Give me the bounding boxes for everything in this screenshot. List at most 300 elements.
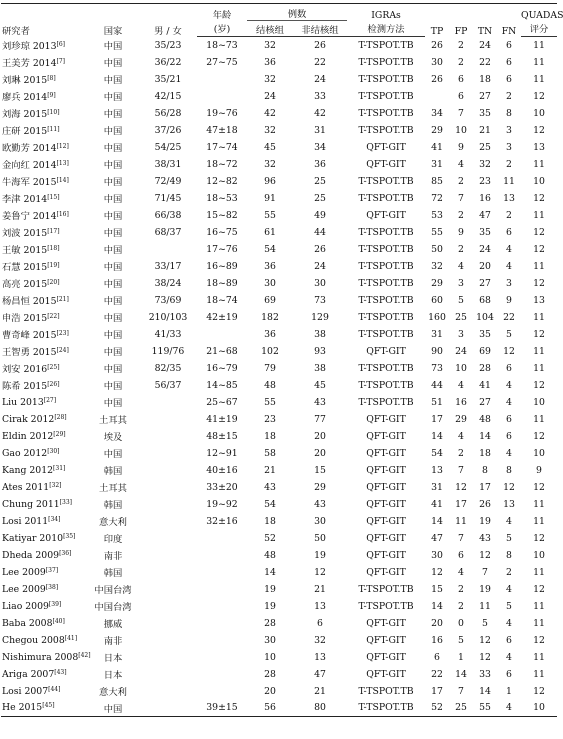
cell-country: 韩国 bbox=[103, 568, 123, 579]
cell-country: 印度 bbox=[103, 534, 123, 545]
study-name: Liu 2013 bbox=[2, 396, 44, 408]
cell-method: T-TSPOT.TB bbox=[358, 175, 414, 187]
study-name: Liao 2009 bbox=[2, 600, 49, 612]
cell-sex bbox=[139, 700, 197, 717]
cell-fn: 9 bbox=[506, 294, 512, 306]
cell-non-tb-count: 43 bbox=[314, 396, 326, 408]
cell-study bbox=[1, 411, 87, 428]
table-row bbox=[1, 156, 557, 173]
cell-fn: 3 bbox=[506, 124, 512, 136]
cell-tb-count: 61 bbox=[264, 226, 276, 238]
study-name: Dheda 2009 bbox=[2, 549, 60, 561]
reference-number: [28] bbox=[54, 413, 67, 421]
cell-tb-count: 54 bbox=[264, 498, 276, 510]
cell-age bbox=[197, 598, 247, 615]
cell-tn: 104 bbox=[476, 311, 494, 323]
cell-sex: 33/17 bbox=[154, 260, 182, 272]
reference-number: [42] bbox=[78, 651, 91, 659]
cell-quadas: 11 bbox=[533, 668, 545, 680]
cell-age bbox=[197, 615, 247, 632]
table-row bbox=[1, 309, 557, 326]
cell-age: 12~82 bbox=[206, 175, 238, 187]
cell-age: 18~89 bbox=[206, 277, 238, 289]
cell-tn: 43 bbox=[479, 532, 491, 544]
cell-country: 中国 bbox=[103, 381, 123, 392]
study-name: Losi 2011 bbox=[2, 515, 49, 527]
cell-fn: 6 bbox=[506, 39, 512, 51]
header-tb-group: 结核组 bbox=[247, 21, 293, 37]
study-name: 李津 2014 bbox=[2, 194, 48, 205]
cell-sex bbox=[139, 462, 197, 479]
cell-study bbox=[1, 513, 87, 530]
cell-quadas: 11 bbox=[533, 515, 545, 527]
reference-number: [40] bbox=[52, 617, 65, 625]
cell-study bbox=[1, 666, 87, 683]
cell-fp: 11 bbox=[455, 515, 467, 527]
cell-non-tb-count: 6 bbox=[317, 617, 323, 629]
cell-non-tb-count: 24 bbox=[314, 260, 326, 272]
cell-fn: 6 bbox=[506, 362, 512, 374]
cell-method: T-TSPOT.TB bbox=[358, 583, 414, 595]
reference-number: [44] bbox=[48, 685, 61, 693]
cell-fn: 8 bbox=[506, 549, 512, 561]
cell-quadas: 11 bbox=[533, 209, 545, 221]
study-name: 申浩 2015 bbox=[2, 313, 48, 324]
cell-age: 40±16 bbox=[206, 464, 238, 476]
cell-country: 南非 bbox=[103, 636, 123, 647]
table-row bbox=[1, 700, 557, 717]
cell-non-tb-count: 24 bbox=[314, 73, 326, 85]
cell-age: 21~68 bbox=[206, 345, 238, 357]
reference-number: [13] bbox=[56, 160, 69, 167]
cell-tb-count: 102 bbox=[261, 345, 279, 357]
study-name: 王美芳 2014 bbox=[2, 58, 57, 69]
cell-quadas: 11 bbox=[533, 651, 545, 663]
cell-non-tb-count: 77 bbox=[314, 413, 326, 425]
table-row bbox=[1, 258, 557, 275]
cell-method: QFT-GIT bbox=[366, 447, 406, 459]
cell-non-tb-count: 80 bbox=[314, 702, 326, 714]
cell-age: 14~85 bbox=[206, 379, 238, 391]
cell-tn: 5 bbox=[482, 617, 488, 629]
cell-tn: 41 bbox=[479, 379, 491, 391]
cell-tp: 26 bbox=[431, 39, 443, 51]
cell-country: 中国 bbox=[103, 211, 123, 222]
cell-tp: 6 bbox=[434, 651, 440, 663]
cell-tp: 54 bbox=[431, 447, 443, 459]
cell-age bbox=[197, 666, 247, 683]
cell-quadas: 12 bbox=[533, 532, 545, 544]
cell-fn: 3 bbox=[506, 141, 512, 153]
cell-non-tb-count: 49 bbox=[314, 209, 326, 221]
cell-tp: 85 bbox=[431, 175, 443, 187]
cell-age: 18~72 bbox=[206, 158, 238, 170]
study-name: 廖兵 2014 bbox=[2, 92, 48, 103]
cell-tb-count: 10 bbox=[264, 651, 276, 663]
cell-fp: 12 bbox=[455, 481, 467, 493]
cell-country: 韩国 bbox=[103, 466, 123, 477]
cell-fp: 7 bbox=[458, 685, 464, 697]
cell-country: 中国 bbox=[103, 347, 123, 358]
cell-fp: 4 bbox=[458, 379, 464, 391]
study-name: 刘琳 2015 bbox=[2, 75, 48, 86]
reference-number: [34] bbox=[48, 515, 61, 523]
cell-fp: 4 bbox=[458, 566, 464, 578]
cell-sex bbox=[139, 632, 197, 649]
reference-number: [27] bbox=[43, 396, 57, 404]
cell-tn: 7 bbox=[482, 566, 488, 578]
cell-study bbox=[1, 377, 87, 394]
reference-number: [36] bbox=[59, 549, 72, 557]
cell-fn: 2 bbox=[506, 566, 512, 578]
cell-sex bbox=[139, 615, 197, 632]
cell-age: 12~91 bbox=[206, 447, 238, 459]
cell-quadas: 12 bbox=[533, 277, 545, 289]
cell-tb-count: 45 bbox=[264, 141, 276, 153]
study-name: 石慧 2015 bbox=[2, 262, 48, 273]
cell-sex bbox=[139, 428, 197, 445]
table-row bbox=[1, 343, 557, 360]
study-name: Ariga 2007 bbox=[2, 668, 55, 680]
table-row bbox=[1, 190, 557, 207]
cell-tb-count: 91 bbox=[264, 192, 276, 204]
table-row bbox=[1, 275, 557, 292]
cell-fn: 4 bbox=[506, 515, 512, 527]
cell-country: 中国 bbox=[103, 143, 123, 154]
reference-number: [14] bbox=[56, 177, 69, 184]
cell-study bbox=[1, 479, 87, 496]
cell-tn: 17 bbox=[479, 481, 491, 493]
header-non-tb-group: 非结核组 bbox=[293, 21, 347, 37]
cell-method: T-TSPOT.TB bbox=[358, 685, 414, 697]
cell-study bbox=[1, 445, 87, 462]
cell-study bbox=[1, 581, 87, 598]
cell-quadas: 12 bbox=[533, 328, 545, 340]
cell-age: 16~89 bbox=[206, 260, 238, 272]
cell-quadas: 13 bbox=[533, 141, 545, 153]
cell-quadas: 11 bbox=[533, 413, 545, 425]
cell-tp: 17 bbox=[431, 685, 443, 697]
cell-non-tb-count: 29 bbox=[314, 481, 326, 493]
reference-number: [10] bbox=[47, 109, 60, 116]
cell-tb-count: 36 bbox=[264, 328, 276, 340]
table-row bbox=[1, 207, 557, 224]
cell-method: T-TSPOT.TB bbox=[358, 277, 414, 289]
cell-method: QFT-GIT bbox=[366, 158, 406, 170]
cell-country: 中国 bbox=[103, 364, 123, 375]
reference-number: [35] bbox=[63, 532, 76, 540]
cell-fn: 4 bbox=[506, 583, 512, 595]
cell-non-tb-count: 32 bbox=[314, 634, 326, 646]
cell-study bbox=[1, 139, 87, 156]
study-name: 牛海军 2015 bbox=[2, 177, 57, 188]
study-name: 杨昌恒 2015 bbox=[2, 296, 57, 307]
cell-quadas: 11 bbox=[533, 600, 545, 612]
cell-study bbox=[1, 207, 87, 224]
cell-tn: 27 bbox=[479, 90, 491, 102]
cell-quadas: 11 bbox=[533, 617, 545, 629]
cell-method: QFT-GIT bbox=[366, 413, 406, 425]
reference-number: [8] bbox=[47, 75, 56, 82]
cell-fp: 2 bbox=[458, 583, 464, 595]
cell-quadas: 11 bbox=[533, 498, 545, 510]
cell-non-tb-count: 129 bbox=[311, 311, 329, 323]
table-row bbox=[1, 394, 557, 411]
cell-fn: 6 bbox=[506, 226, 512, 238]
cell-method: T-TSPOT.TB bbox=[358, 226, 414, 238]
cell-age: 19~76 bbox=[206, 107, 238, 119]
cell-method: QFT-GIT bbox=[366, 345, 406, 357]
cell-tp: 34 bbox=[431, 107, 443, 119]
cell-age bbox=[197, 71, 247, 88]
cell-quadas: 11 bbox=[533, 158, 545, 170]
cell-method: T-TSPOT.TB bbox=[358, 362, 414, 374]
cell-method: QFT-GIT bbox=[366, 464, 406, 476]
cell-tp: 30 bbox=[431, 549, 443, 561]
study-name: 刘安 2016 bbox=[2, 364, 48, 375]
cell-method: T-TSPOT.TB bbox=[358, 396, 414, 408]
cell-fp: 17 bbox=[455, 498, 467, 510]
reference-number: [39] bbox=[48, 600, 62, 608]
cell-age: 41±19 bbox=[206, 413, 238, 425]
cell-country: 日本 bbox=[103, 653, 123, 664]
cell-non-tb-count: 73 bbox=[314, 294, 326, 306]
table-row bbox=[1, 292, 557, 309]
study-name: Losi 2007 bbox=[2, 685, 49, 697]
table-row bbox=[1, 377, 557, 394]
cell-age bbox=[197, 632, 247, 649]
cell-tp: 29 bbox=[431, 124, 443, 136]
study-name: 王敏 2015 bbox=[2, 245, 48, 256]
cell-age bbox=[197, 547, 247, 564]
cell-country: 日本 bbox=[103, 670, 123, 681]
cell-non-tb-count: 36 bbox=[314, 158, 326, 170]
study-name: Chung 2011 bbox=[2, 498, 60, 510]
cell-country: 南非 bbox=[103, 551, 123, 562]
reference-number: [18] bbox=[47, 245, 60, 252]
cell-quadas: 10 bbox=[533, 549, 545, 561]
cell-method: T-TSPOT.TB bbox=[358, 56, 414, 68]
cell-fp: 5 bbox=[458, 294, 464, 306]
cell-tn: 28 bbox=[479, 362, 491, 374]
header-study: 研究者 bbox=[2, 25, 30, 37]
cell-fp: 25 bbox=[455, 702, 467, 714]
cell-quadas: 11 bbox=[533, 39, 545, 51]
cell-tn: 27 bbox=[479, 396, 491, 408]
reference-number: [25] bbox=[47, 364, 60, 371]
cell-tp: 30 bbox=[431, 56, 443, 68]
reference-number: [37] bbox=[45, 566, 59, 574]
header-tp: TP bbox=[430, 25, 444, 37]
cell-study bbox=[1, 173, 87, 190]
study-name: 曹奇峰 2015 bbox=[2, 330, 57, 341]
cell-tp: 41 bbox=[431, 498, 443, 510]
cell-method: T-TSPOT.TB bbox=[358, 379, 414, 391]
table-row bbox=[1, 88, 557, 105]
cell-fn: 3 bbox=[506, 277, 512, 289]
table-row bbox=[1, 547, 557, 564]
cell-study bbox=[1, 615, 87, 632]
reference-number: [20] bbox=[47, 279, 60, 286]
cell-fp: 16 bbox=[455, 396, 467, 408]
study-name: 刘波 2015 bbox=[2, 228, 48, 239]
cell-age: 42±19 bbox=[206, 311, 238, 323]
cell-country: 意大利 bbox=[99, 687, 127, 698]
cell-tp: 13 bbox=[431, 464, 443, 476]
cell-sex bbox=[139, 479, 197, 496]
cell-sex bbox=[139, 683, 197, 700]
cell-country: 中国 bbox=[103, 279, 123, 290]
cell-fn: 4 bbox=[506, 396, 512, 408]
cell-tp: 31 bbox=[431, 158, 443, 170]
cell-sex bbox=[139, 394, 197, 411]
reference-number: [26] bbox=[47, 381, 60, 388]
cell-sex bbox=[139, 666, 197, 683]
cell-tn: 18 bbox=[479, 73, 491, 85]
cell-method: T-TSPOT.TB bbox=[358, 243, 414, 255]
cell-country: 土耳其 bbox=[99, 483, 127, 494]
cell-tp: 14 bbox=[431, 515, 443, 527]
reference-number: [23] bbox=[56, 330, 69, 337]
reference-number: [22] bbox=[47, 313, 60, 320]
table-row bbox=[1, 632, 557, 649]
cell-country: 中国 bbox=[103, 58, 123, 69]
cell-tb-count: 55 bbox=[264, 209, 276, 221]
cell-fn: 4 bbox=[506, 447, 512, 459]
cell-tn: 21 bbox=[479, 124, 491, 136]
cell-tp: 44 bbox=[431, 379, 443, 391]
reference-number: [45] bbox=[42, 702, 55, 710]
cell-sex bbox=[139, 496, 197, 513]
cell-country: 中国 bbox=[103, 262, 123, 273]
header-igras-line1: IGRAs bbox=[371, 9, 401, 21]
reference-number: [16] bbox=[56, 211, 69, 218]
cell-quadas: 11 bbox=[533, 362, 545, 374]
cell-fn: 6 bbox=[506, 430, 512, 442]
cell-fp: 10 bbox=[455, 124, 467, 136]
cell-quadas: 12 bbox=[533, 192, 545, 204]
reference-number: [33] bbox=[59, 498, 72, 506]
cell-age: 27~75 bbox=[206, 56, 238, 68]
cell-non-tb-count: 21 bbox=[314, 685, 326, 697]
cell-study bbox=[1, 258, 87, 275]
table-row bbox=[1, 530, 557, 547]
study-name: Ates 2011 bbox=[2, 481, 50, 493]
cell-tb-count: 28 bbox=[264, 617, 276, 629]
cell-tp: 12 bbox=[431, 566, 443, 578]
cell-tn: 19 bbox=[479, 515, 491, 527]
cell-quadas: 12 bbox=[533, 243, 545, 255]
cell-sex: 36/22 bbox=[154, 56, 182, 68]
cell-tn: 35 bbox=[479, 226, 491, 238]
table-row bbox=[1, 598, 557, 615]
cell-quadas: 11 bbox=[533, 73, 545, 85]
cell-non-tb-count: 20 bbox=[314, 447, 326, 459]
header-sex: 男 / 女 bbox=[154, 25, 182, 37]
study-name: Baba 2008 bbox=[2, 617, 53, 629]
cell-method: QFT-GIT bbox=[366, 481, 406, 493]
cell-tb-count: 182 bbox=[261, 311, 279, 323]
cell-quadas: 12 bbox=[533, 481, 545, 493]
cell-sex: 82/35 bbox=[154, 362, 182, 374]
cell-sex: 56/37 bbox=[154, 379, 182, 391]
cell-tn: 27 bbox=[479, 277, 491, 289]
cell-fp: 4 bbox=[458, 158, 464, 170]
cell-sex bbox=[139, 581, 197, 598]
cell-tp: 20 bbox=[431, 617, 443, 629]
cell-tn: 14 bbox=[479, 430, 491, 442]
cell-tp: 41 bbox=[431, 141, 443, 153]
cell-study bbox=[1, 360, 87, 377]
cell-tb-count: 52 bbox=[264, 532, 276, 544]
table-row bbox=[1, 37, 557, 54]
cell-tb-count: 20 bbox=[264, 685, 276, 697]
cell-tp: 90 bbox=[431, 345, 443, 357]
cell-age: 18~74 bbox=[206, 294, 238, 306]
reference-number: [7] bbox=[56, 58, 66, 65]
reference-number: [24] bbox=[56, 347, 69, 354]
cell-tb-count: 55 bbox=[264, 396, 276, 408]
cell-tp: 160 bbox=[428, 311, 446, 323]
cell-tb-count: 54 bbox=[264, 243, 276, 255]
cell-country: 中国 bbox=[103, 245, 123, 256]
cell-fn: 4 bbox=[506, 651, 512, 663]
cell-method: QFT-GIT bbox=[366, 566, 406, 578]
cell-method: T-TSPOT.TB bbox=[358, 702, 414, 714]
cell-age: 47±18 bbox=[206, 124, 238, 136]
cell-tp: 51 bbox=[431, 396, 443, 408]
table-row bbox=[1, 445, 557, 462]
reference-number: [30] bbox=[47, 447, 60, 455]
cell-tn: 19 bbox=[479, 583, 491, 595]
cell-fp: 0 bbox=[458, 617, 464, 629]
cell-method: QFT-GIT bbox=[366, 617, 406, 629]
cell-study bbox=[1, 292, 87, 309]
cell-fn: 4 bbox=[506, 379, 512, 391]
cell-study bbox=[1, 275, 87, 292]
reference-number: [21] bbox=[56, 296, 69, 303]
study-name: 金向红 2014 bbox=[2, 160, 57, 171]
header-cases: 例数 bbox=[247, 4, 347, 21]
cell-age bbox=[197, 581, 247, 598]
cell-fn: 4 bbox=[506, 243, 512, 255]
cell-fn: 6 bbox=[506, 668, 512, 680]
cell-method: QFT-GIT bbox=[366, 651, 406, 663]
table-row bbox=[1, 496, 557, 513]
cell-age: 33±20 bbox=[206, 481, 238, 493]
table-row bbox=[1, 428, 557, 445]
cell-sex: 72/49 bbox=[154, 175, 182, 187]
cell-country: 中国 bbox=[103, 313, 123, 324]
cell-non-tb-count: 30 bbox=[314, 515, 326, 527]
cell-tp: 29 bbox=[431, 277, 443, 289]
reference-number: [11] bbox=[47, 126, 60, 133]
cell-tp: 60 bbox=[431, 294, 443, 306]
reference-number: [15] bbox=[47, 194, 60, 201]
cell-quadas: 11 bbox=[533, 566, 545, 578]
cell-tb-count: 36 bbox=[264, 56, 276, 68]
cell-quadas: 12 bbox=[533, 634, 545, 646]
cell-study bbox=[1, 649, 91, 666]
cell-sex bbox=[139, 564, 197, 581]
cell-method: T-TSPOT.TB bbox=[358, 192, 414, 204]
cell-non-tb-count: 43 bbox=[314, 498, 326, 510]
cell-tb-count: 48 bbox=[264, 379, 276, 391]
header-fn: FN bbox=[501, 25, 517, 37]
cell-method: QFT-GIT bbox=[366, 634, 406, 646]
table-row bbox=[1, 649, 557, 666]
study-name: Lee 2009 bbox=[2, 566, 46, 578]
